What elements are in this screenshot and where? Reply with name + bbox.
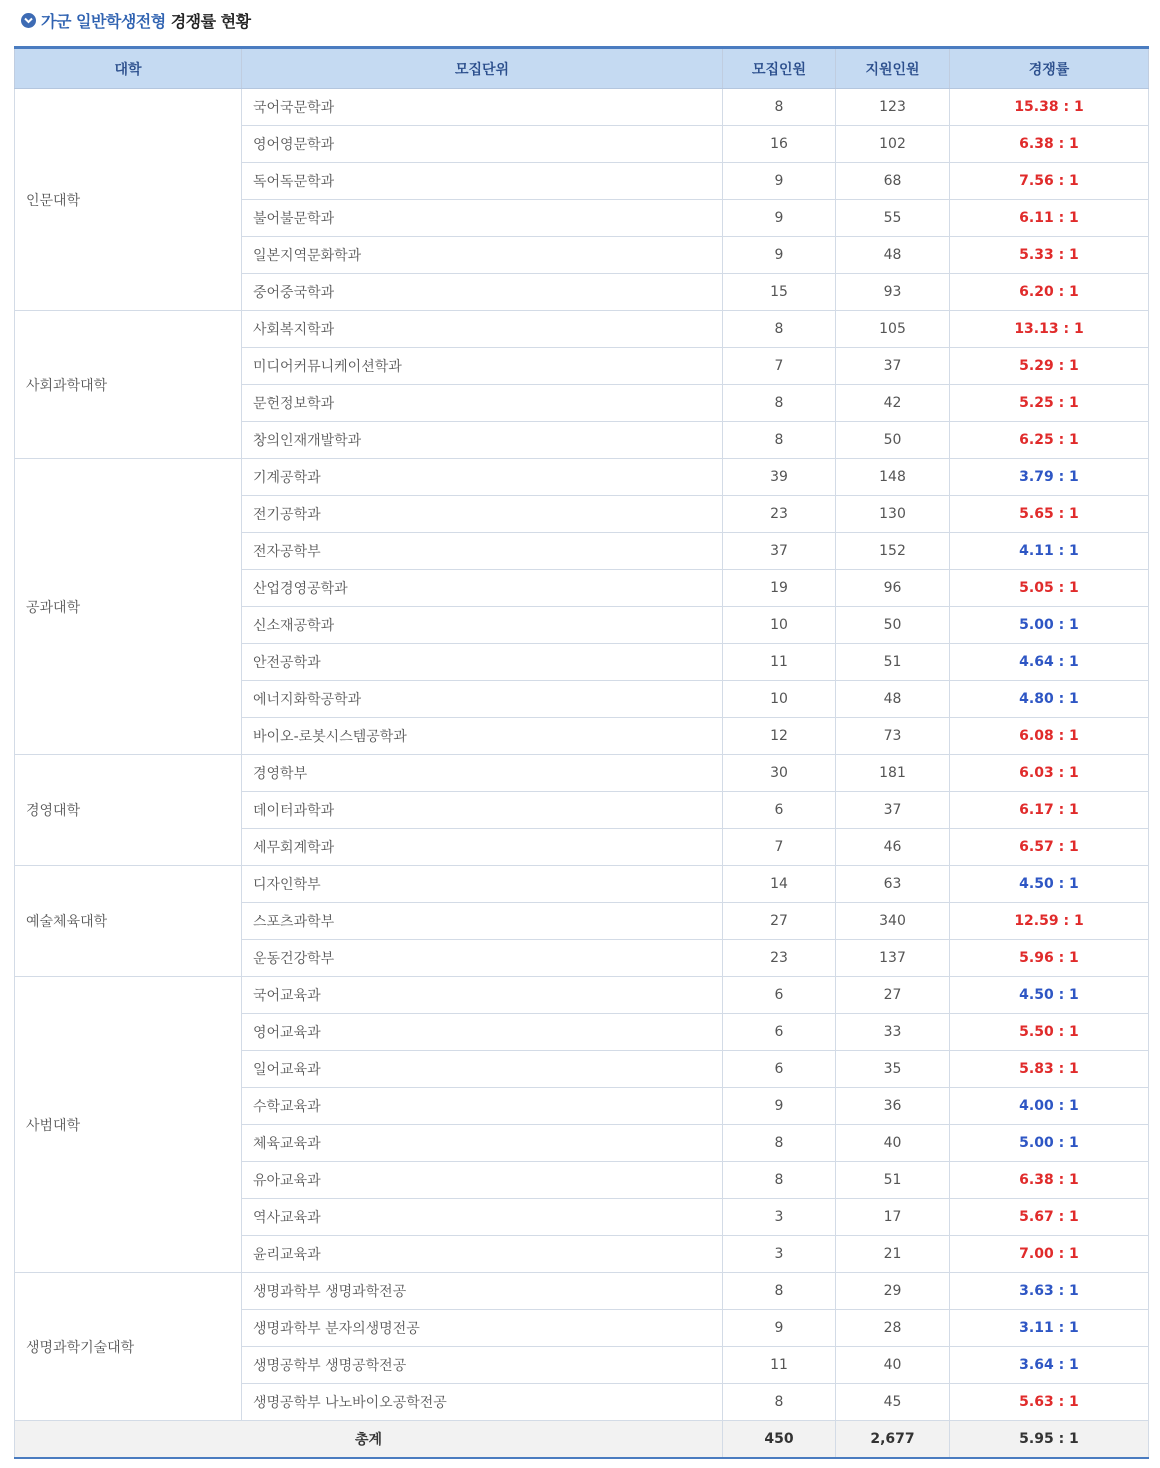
table-row — [15, 311, 1149, 348]
dept-cell: 불어불문학과 — [242, 200, 723, 237]
ratio-cell: 5.67 : 1 — [950, 1199, 1149, 1236]
dept-cell: 유아교육과 — [242, 1162, 723, 1199]
ratio-cell: 5.05 : 1 — [950, 570, 1149, 607]
ratio-cell: 5.33 : 1 — [950, 237, 1149, 274]
dept-cell: 데이터과학과 — [242, 792, 723, 829]
dept-cell: 수학교육과 — [242, 1088, 723, 1125]
total-applicants: 2,677 — [836, 1421, 950, 1458]
ratio-cell: 3.11 : 1 — [950, 1310, 1149, 1347]
quota-cell: 23 — [723, 940, 836, 977]
dept-cell: 문헌정보학과 — [242, 385, 723, 422]
ratio-cell: 3.63 : 1 — [950, 1273, 1149, 1310]
ratio-cell: 6.11 : 1 — [950, 200, 1149, 237]
quota-cell: 23 — [723, 496, 836, 533]
applicants-cell: 93 — [836, 274, 950, 311]
quota-cell: 3 — [723, 1199, 836, 1236]
table-row — [15, 866, 1149, 903]
ratio-cell: 6.25 : 1 — [950, 422, 1149, 459]
quota-cell: 7 — [723, 829, 836, 866]
applicants-cell: 152 — [836, 533, 950, 570]
ratio-cell: 7.56 : 1 — [950, 163, 1149, 200]
applicants-cell: 73 — [836, 718, 950, 755]
dept-cell: 생명과학부 분자의생명전공 — [242, 1310, 723, 1347]
dept-cell: 일본지역문화학과 — [242, 237, 723, 274]
quota-cell: 8 — [723, 311, 836, 348]
dept-cell: 경영학부 — [242, 755, 723, 792]
applicants-cell: 148 — [836, 459, 950, 496]
applicants-cell: 48 — [836, 237, 950, 274]
quota-cell: 3 — [723, 1236, 836, 1273]
applicants-cell: 33 — [836, 1014, 950, 1051]
ratio-cell: 4.64 : 1 — [950, 644, 1149, 681]
applicants-cell: 55 — [836, 200, 950, 237]
applicants-cell: 105 — [836, 311, 950, 348]
college-cell: 예술체육대학 — [15, 866, 242, 977]
ratio-cell: 6.17 : 1 — [950, 792, 1149, 829]
ratio-cell: 6.20 : 1 — [950, 274, 1149, 311]
quota-cell: 37 — [723, 533, 836, 570]
header-applicants: 지원인원 — [836, 48, 950, 89]
header-ratio: 경쟁률 — [950, 48, 1149, 89]
applicants-cell: 50 — [836, 422, 950, 459]
table-row — [15, 1273, 1149, 1310]
dept-cell: 국어교육과 — [242, 977, 723, 1014]
ratio-cell: 15.38 : 1 — [950, 89, 1149, 126]
title-highlight: 가군 일반학생전형 — [41, 11, 166, 31]
table-row — [15, 89, 1149, 126]
applicants-cell: 17 — [836, 1199, 950, 1236]
total-row — [15, 1421, 1149, 1458]
header-college: 대학 — [15, 48, 242, 89]
dept-cell: 스포츠과학부 — [242, 903, 723, 940]
dept-cell: 생명공학부 생명공학전공 — [242, 1347, 723, 1384]
ratio-cell: 4.50 : 1 — [950, 977, 1149, 1014]
ratio-cell: 6.38 : 1 — [950, 1162, 1149, 1199]
quota-cell: 27 — [723, 903, 836, 940]
applicants-cell: 51 — [836, 1162, 950, 1199]
quota-cell: 16 — [723, 126, 836, 163]
applicants-cell: 46 — [836, 829, 950, 866]
ratio-cell: 5.29 : 1 — [950, 348, 1149, 385]
quota-cell: 9 — [723, 1310, 836, 1347]
quota-cell: 14 — [723, 866, 836, 903]
quota-cell: 9 — [723, 163, 836, 200]
ratio-cell: 6.03 : 1 — [950, 755, 1149, 792]
applicants-cell: 37 — [836, 792, 950, 829]
table-header-row — [15, 48, 1149, 89]
dept-cell: 기계공학과 — [242, 459, 723, 496]
college-cell: 사회과학대학 — [15, 311, 242, 459]
quota-cell: 30 — [723, 755, 836, 792]
ratio-cell: 3.64 : 1 — [950, 1347, 1149, 1384]
quota-cell: 8 — [723, 89, 836, 126]
quota-cell: 8 — [723, 1125, 836, 1162]
dept-cell: 안전공학과 — [242, 644, 723, 681]
quota-cell: 9 — [723, 1088, 836, 1125]
dept-cell: 사회복지학과 — [242, 311, 723, 348]
quota-cell: 11 — [723, 644, 836, 681]
chevron-circle-icon — [21, 13, 36, 28]
dept-cell: 신소재공학과 — [242, 607, 723, 644]
applicants-cell: 35 — [836, 1051, 950, 1088]
ratio-cell: 4.80 : 1 — [950, 681, 1149, 718]
ratio-cell: 5.65 : 1 — [950, 496, 1149, 533]
college-cell: 경영대학 — [15, 755, 242, 866]
quota-cell: 11 — [723, 1347, 836, 1384]
total-quota: 450 — [723, 1421, 836, 1458]
dept-cell: 역사교육과 — [242, 1199, 723, 1236]
applicants-cell: 45 — [836, 1384, 950, 1421]
college-cell: 공과대학 — [15, 459, 242, 755]
quota-cell: 8 — [723, 1384, 836, 1421]
dept-cell: 운동건강학부 — [242, 940, 723, 977]
ratio-cell: 5.25 : 1 — [950, 385, 1149, 422]
ratio-cell: 6.57 : 1 — [950, 829, 1149, 866]
dept-cell: 산업경영공학과 — [242, 570, 723, 607]
dept-cell: 생명과학부 생명과학전공 — [242, 1273, 723, 1310]
ratio-cell: 6.38 : 1 — [950, 126, 1149, 163]
applicants-cell: 29 — [836, 1273, 950, 1310]
quota-cell: 6 — [723, 1051, 836, 1088]
applicants-cell: 50 — [836, 607, 950, 644]
dept-cell: 독어독문학과 — [242, 163, 723, 200]
dept-cell: 영어교육과 — [242, 1014, 723, 1051]
table-row — [15, 755, 1149, 792]
ratio-cell: 5.50 : 1 — [950, 1014, 1149, 1051]
applicants-cell: 68 — [836, 163, 950, 200]
dept-cell: 중어중국학과 — [242, 274, 723, 311]
dept-cell: 영어영문학과 — [242, 126, 723, 163]
quota-cell: 6 — [723, 1014, 836, 1051]
college-cell: 인문대학 — [15, 89, 242, 311]
ratio-cell: 12.59 : 1 — [950, 903, 1149, 940]
applicants-cell: 40 — [836, 1125, 950, 1162]
applicants-cell: 27 — [836, 977, 950, 1014]
ratio-cell: 5.63 : 1 — [950, 1384, 1149, 1421]
ratio-cell: 4.11 : 1 — [950, 533, 1149, 570]
ratio-cell: 13.13 : 1 — [950, 311, 1149, 348]
ratio-cell: 4.00 : 1 — [950, 1088, 1149, 1125]
dept-cell: 에너지화학공학과 — [242, 681, 723, 718]
page-title — [21, 9, 251, 31]
quota-cell: 19 — [723, 570, 836, 607]
quota-cell: 9 — [723, 200, 836, 237]
applicants-cell: 181 — [836, 755, 950, 792]
header-quota: 모집인원 — [723, 48, 836, 89]
quota-cell: 39 — [723, 459, 836, 496]
quota-cell: 8 — [723, 1162, 836, 1199]
applicants-cell: 51 — [836, 644, 950, 681]
applicants-cell: 130 — [836, 496, 950, 533]
applicants-cell: 40 — [836, 1347, 950, 1384]
quota-cell: 7 — [723, 348, 836, 385]
applicants-cell: 21 — [836, 1236, 950, 1273]
quota-cell: 12 — [723, 718, 836, 755]
applicants-cell: 340 — [836, 903, 950, 940]
total-label: 총계 — [15, 1421, 723, 1458]
ratio-cell: 4.50 : 1 — [950, 866, 1149, 903]
ratio-cell: 5.83 : 1 — [950, 1051, 1149, 1088]
dept-cell: 전기공학과 — [242, 496, 723, 533]
dept-cell: 미디어커뮤니케이션학과 — [242, 348, 723, 385]
dept-cell: 일어교육과 — [242, 1051, 723, 1088]
quota-cell: 15 — [723, 274, 836, 311]
dept-cell: 전자공학부 — [242, 533, 723, 570]
quota-cell: 8 — [723, 422, 836, 459]
dept-cell: 국어국문학과 — [242, 89, 723, 126]
header-dept: 모집단위 — [242, 48, 723, 89]
applicants-cell: 42 — [836, 385, 950, 422]
ratio-cell: 7.00 : 1 — [950, 1236, 1149, 1273]
table-row — [15, 977, 1149, 1014]
applicants-cell: 123 — [836, 89, 950, 126]
applicants-cell: 102 — [836, 126, 950, 163]
dept-cell: 디자인학부 — [242, 866, 723, 903]
quota-cell: 6 — [723, 792, 836, 829]
applicants-cell: 37 — [836, 348, 950, 385]
applicants-cell: 137 — [836, 940, 950, 977]
college-cell: 생명과학기술대학 — [15, 1273, 242, 1421]
dept-cell: 세무회계학과 — [242, 829, 723, 866]
applicants-cell: 36 — [836, 1088, 950, 1125]
ratio-cell: 5.96 : 1 — [950, 940, 1149, 977]
competition-rate-table — [14, 46, 1149, 1459]
quota-cell: 9 — [723, 237, 836, 274]
ratio-cell: 5.00 : 1 — [950, 1125, 1149, 1162]
table-row — [15, 459, 1149, 496]
quota-cell: 10 — [723, 607, 836, 644]
quota-cell: 8 — [723, 1273, 836, 1310]
dept-cell: 체육교육과 — [242, 1125, 723, 1162]
table-body — [15, 89, 1149, 1421]
total-ratio: 5.95 : 1 — [950, 1421, 1149, 1458]
dept-cell: 창의인재개발학과 — [242, 422, 723, 459]
title-rest: 경쟁률 현황 — [170, 11, 251, 31]
applicants-cell: 28 — [836, 1310, 950, 1347]
dept-cell: 바이오-로봇시스템공학과 — [242, 718, 723, 755]
applicants-cell: 96 — [836, 570, 950, 607]
ratio-cell: 5.00 : 1 — [950, 607, 1149, 644]
dept-cell: 생명공학부 나노바이오공학전공 — [242, 1384, 723, 1421]
quota-cell: 10 — [723, 681, 836, 718]
ratio-cell: 3.79 : 1 — [950, 459, 1149, 496]
applicants-cell: 63 — [836, 866, 950, 903]
quota-cell: 6 — [723, 977, 836, 1014]
ratio-cell: 6.08 : 1 — [950, 718, 1149, 755]
dept-cell: 윤리교육과 — [242, 1236, 723, 1273]
quota-cell: 8 — [723, 385, 836, 422]
applicants-cell: 48 — [836, 681, 950, 718]
college-cell: 사범대학 — [15, 977, 242, 1273]
